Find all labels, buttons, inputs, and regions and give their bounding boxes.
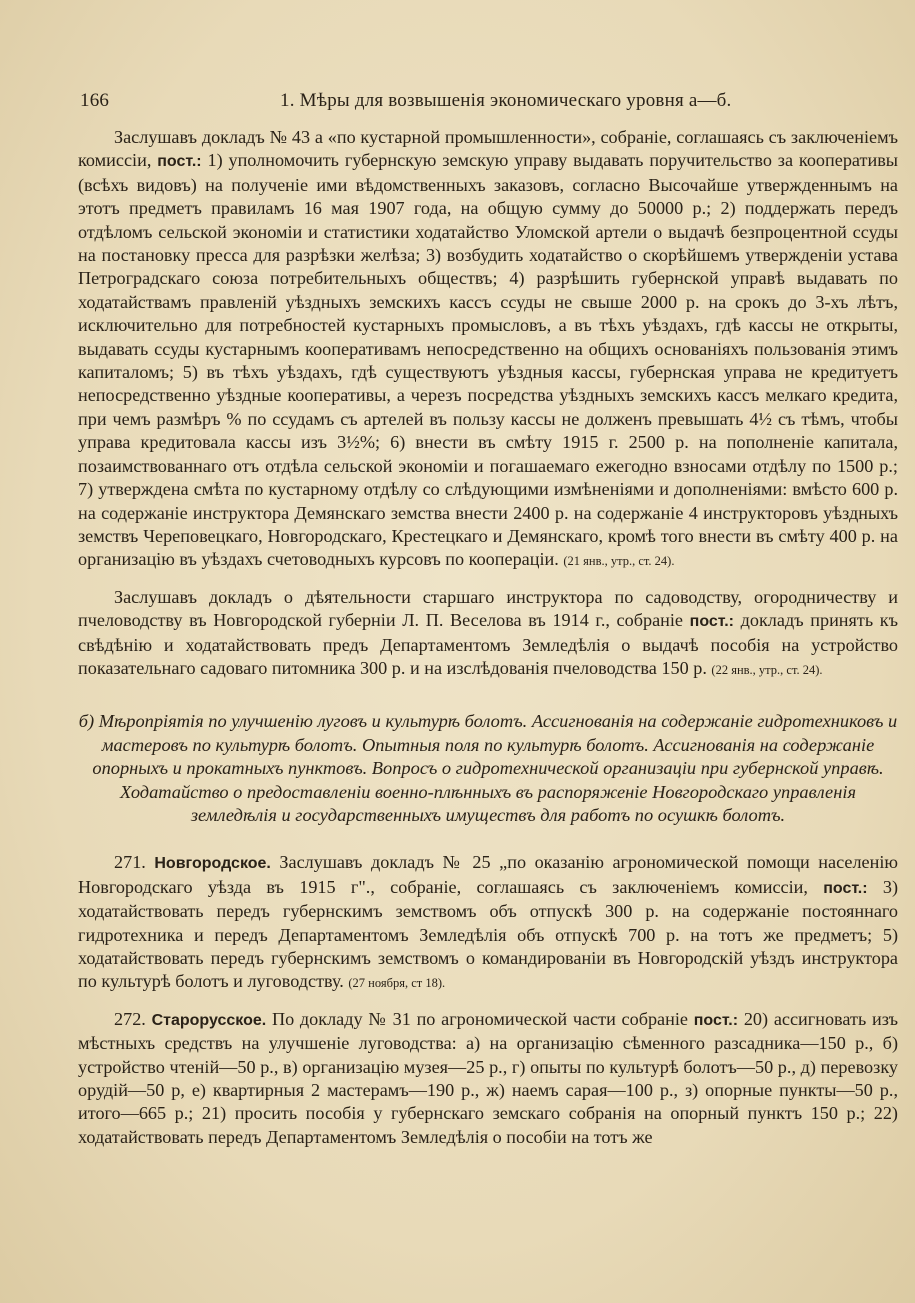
paragraph-number: 271.: [114, 852, 146, 873]
paragraph-271: [78, 851, 898, 995]
paragraph-number: 272.: [114, 1008, 146, 1029]
paragraph-body: 3) ходатайствовать передъ губернскимъ земствомъ объ отпускѣ 300 р. на содержаніе постояннаго гидротехника и передъ Департаментомъ Земледѣлія объ отпускѣ 700 р. на тотъ же предметъ; 5) ходатайствовать передъ губернскимъ земствомъ о командированіи въ Новгородскій уѣздъ инструктора по культурѣ болотъ и луговодству.: [78, 876, 898, 992]
resolution-marker: пост.:: [689, 613, 734, 631]
resolution-marker: пост.:: [823, 879, 868, 897]
paragraph-body: 20) ассигновать изъ мѣстныхъ средствъ на улучшеніе луговодства: а) на организацію сѣменного разсадника—150 р., б) устройство чтеній—50 р., в) организацію музея—25 р., г) опыты по культурѣ болотъ—50 р., д) перевозку орудій—50 р, е) квартирныя 2 мастерамъ—190 р., ж) наемъ сарая—100 р., з) опорные пункты—50 р., итого—665 р.; 21) просить пособія у губернскаго земскаго собранія на опорный пунктъ 150 р.; 22) ходатайствовать передъ Департаментомъ Земледѣлія о пособіи на тотъ же: [78, 1008, 899, 1147]
paragraph-body: 1) уполномочить губернскую земскую управу выдавать поручительство за кооперативы (всѣхъ видовъ) на полученіе ими вѣдомственныхъ заказовъ, согласно Высочайше утвержденнымъ на этотъ предметъ правиламъ 16 мая 1907 года, на общую сумму до 50000 р.; 2) поддержать передъ отдѣломъ сельской экономіи и статистики ходатайство Уломской артели о выдачѣ безпроцентной ссуды на постановку пресса для разрѣзки желѣза; 3) возбудить ходатайство о скорѣйшемъ утвержденіи устава Петроградскаго союза потребительныхъ обществъ; 4) разрѣшить губернской управѣ выдавать по ходатайствамъ правленій уѣздныхъ земскихъ кассъ ссуды не свыше 2000 р. на срокъ до 3-хъ лѣтъ, исключительно для потребностей кустарныхъ промысловъ, а въ тѣхъ уѣздахъ, гдѣ кассы не открыты, выдавать ссуды кустарнымъ кооперативамъ непосредственно на общихъ основаніяхъ пользованія этимъ капиталомъ; 5) въ тѣхъ уѣздахъ, гдѣ существуютъ уѣздныя кассы, губернская управа не кредитуетъ непосредственно уѣздные кооперативы, а черезъ посредства уѣздныхъ земскихъ кассъ мелкаго кредита, при чемъ размѣръ % по ссудамъ съ артелей въ пользу кассы не долженъ превышать 4½ съ тѣмъ, чтобы управа кредитовала кассы изъ 3½%; 6) внести въ смѣту 1915 г. 2500 р. на пополненіе капитала, позаимствованнаго отъ отдѣла сельской экономіи и погашаемаго ежегодно взносами отдѣлу по 1500 р.; 7) утверждена смѣта по кустарному отдѣлу со слѣдующими измѣненіями и дополненіями: вмѣсто 600 р. на содержаніе инструктора Демянскаго земства внести 2400 р. на содержаніе 4 инструкторовъ уѣздныхъ земствъ Череповецкаго, Новгородскаго, Крестецкаго и Демянскаго, кромѣ того внести въ смѣту 400 р. на организацію въ уѣздахъ счетоводныхъ курсовъ по коопераціи.: [78, 150, 899, 570]
paragraph-272: [78, 1008, 898, 1149]
paragraph-lead: Заслушавъ докладъ № 43 а «по кустарной промышленности», собраніе, соглашаясь съ заключеніемъ комиссіи,: [78, 127, 898, 171]
resolution-marker: пост.:: [693, 1011, 739, 1029]
page-number: 166: [80, 90, 110, 111]
resolution-marker: пост.:: [157, 153, 202, 171]
running-head: 1. Мѣры для возвышенія экономическаго уровня а—б.: [280, 90, 732, 111]
paragraph-veselov: [78, 586, 898, 683]
source-reference: (21 янв., утр., ст. 24).: [563, 554, 675, 569]
county-name: Старорусское.: [151, 1011, 267, 1029]
paragraph-lead: По докладу № 31 по агрономической части собраніе: [271, 1008, 688, 1029]
paragraph-lead: Заслушавъ докладъ № 25 „по оказанію агрономической помощи населенію Новгородскаго уѣзда въ 1915 г"., собраніе, соглашаясь съ заключеніемъ комиссіи,: [78, 852, 899, 897]
county-name: Новгородское.: [154, 855, 271, 873]
paragraph-kustar: [78, 126, 898, 574]
paragraph-lead: Заслушавъ докладъ о дѣятельности старшаго инструктора по садоводству, огородничеству и пчеловодству въ Новгородской губерніи Л. П. Веселова въ 1914 г., собраніе: [78, 586, 898, 631]
section-heading: б) Мѣропріятія по улучшенію луговъ и культурѣ болотъ. Ассигнованія на содержаніе гидротехниковъ и мастеровъ по культурѣ болотъ. Опытныя поля по культурѣ болотъ. Ассигнованія на содержаніе опорныхъ и прокатныхъ пунктовъ. Вопросъ о гидротехнической организаціи при губернской управѣ. Ходатайство о предоставленіи военно-плѣнныхъ въ распоряженіе Новгородскаго управленія земледѣлія и государственныхъ имуществъ для работъ по осушкѣ болотъ.: [78, 711, 898, 825]
paragraph-body: докладъ принять къ свѣдѣнію и ходатайствовать предъ Департаментомъ Земледѣлія о выдачѣ пособія на устройство показательнаго садоваго питомника 300 р. и на изслѣдованія пчеловодства 150 р.: [78, 610, 899, 678]
source-reference: (27 ноября, ст 18).: [348, 976, 446, 991]
page-body: [78, 126, 898, 1161]
source-reference: (22 янв., утр., ст. 24).: [711, 662, 823, 677]
